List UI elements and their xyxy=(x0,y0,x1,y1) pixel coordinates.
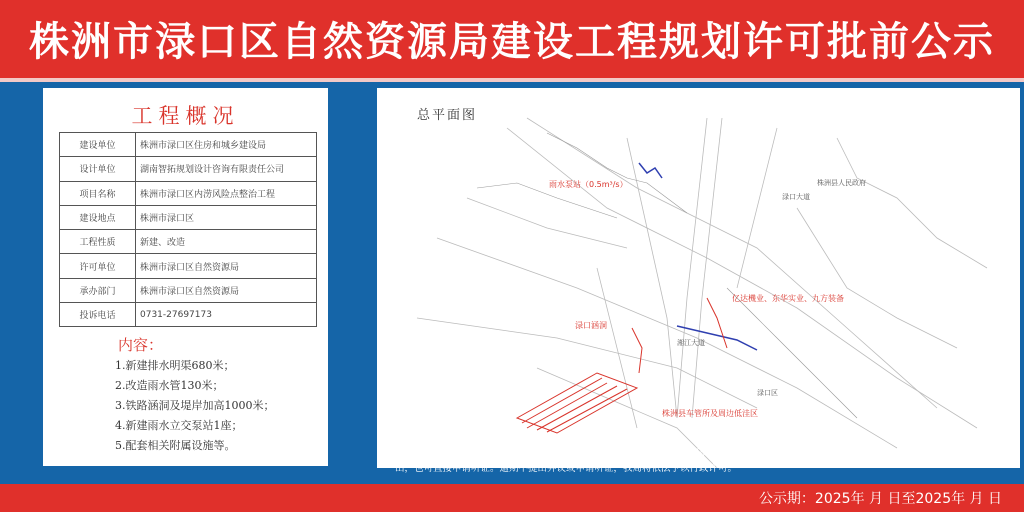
overview-key: 投诉电话 xyxy=(60,303,136,327)
road-line xyxy=(737,128,777,288)
overview-key: 许可单位 xyxy=(60,254,136,278)
overview-table xyxy=(59,132,317,327)
content-item: 3.铁路涵洞及堤岸加高1000米； xyxy=(115,399,275,412)
overview-key: 项目名称 xyxy=(60,181,136,205)
overview-row xyxy=(60,254,317,278)
overview-row xyxy=(60,133,317,157)
publicity-period: 公示期：2025年 月 日至2025年 月 日 xyxy=(758,491,1002,507)
content-item: 1.新建排水明渠680米； xyxy=(115,359,235,372)
road-line xyxy=(527,118,937,408)
culvert-label: 渌口涵洞 xyxy=(575,321,607,330)
river-line xyxy=(727,288,857,418)
overview-row xyxy=(60,278,317,302)
overview-key: 建设单位 xyxy=(60,133,136,157)
overview-value: 株洲市渌口区内涝风险点整治工程 xyxy=(136,181,317,205)
footer-banner xyxy=(0,484,1024,512)
overview-value: 湖南智拓规划设计咨询有限责任公司 xyxy=(136,157,317,181)
road-line xyxy=(507,128,977,428)
overview-value: 0731-27697173 xyxy=(136,303,317,327)
pump-station-line xyxy=(639,163,662,178)
road-line xyxy=(677,118,707,418)
road-label: 湘江大道 xyxy=(677,339,705,347)
content-item: 5.配套相关附属设施等。 xyxy=(115,439,236,452)
overview-row xyxy=(60,205,317,229)
overview-key: 工程性质 xyxy=(60,230,136,254)
header-banner xyxy=(0,0,1024,78)
pump-station-label: 雨水泵站（0.5m³/s） xyxy=(549,180,628,189)
companies-label: 亿达機业、东华实业、九方装备 xyxy=(732,294,844,303)
map-title: 总平面图 xyxy=(417,108,478,123)
project-area-outline xyxy=(632,328,642,373)
header-stripe xyxy=(0,78,1024,82)
overview-value: 株洲市渌口区自然资源局 xyxy=(136,278,317,302)
overview-panel xyxy=(43,88,328,466)
place-label: 株洲县人民政府 xyxy=(817,179,866,187)
road-line xyxy=(692,118,722,418)
content-list xyxy=(115,356,275,456)
overview-value: 株洲市渌口区 xyxy=(136,205,317,229)
overview-value: 新建、改造 xyxy=(136,230,317,254)
overview-key: 设计单位 xyxy=(60,157,136,181)
place-label: 渌口区 xyxy=(757,389,778,397)
road-line xyxy=(467,198,627,248)
overview-row xyxy=(60,230,317,254)
road-line xyxy=(597,268,637,428)
overview-row xyxy=(60,157,317,181)
site-plan-panel xyxy=(377,88,1020,468)
content-item: 2.改造雨水管130米； xyxy=(115,379,224,392)
content-item: 4.新建雨水立交泵站1座； xyxy=(115,419,243,432)
overview-key: 建设地点 xyxy=(60,205,136,229)
page-title: 株洲市渌口区自然资源局建设工程规划许可批前公示 xyxy=(29,18,995,65)
depot-label: 株洲县车管所及周边低洼区 xyxy=(662,409,758,418)
river-line xyxy=(547,133,687,213)
road-line xyxy=(797,208,957,348)
overview-title: 工程概况 xyxy=(131,104,240,128)
overview-key: 承办部门 xyxy=(60,278,136,302)
content-label: 内容： xyxy=(118,336,164,354)
overview-value: 株洲市渌口区自然资源局 xyxy=(136,254,317,278)
road-line xyxy=(837,138,987,268)
overview-value: 株洲市渌口区住房和城乡建设局 xyxy=(136,133,317,157)
road-label: 渌口大道 xyxy=(782,193,810,201)
overview-row xyxy=(60,303,317,327)
notice-text: 该工程建设项目工程规划控制要求等已经我局初步审核。现予公示。相邻单位及个人对上方案如有异议，请在7个工作日内向我局以书面形式提出，也可直接申请听证。逾期不提出异议或申请听证，我局将依法予以行政许可。 xyxy=(395,448,991,474)
overview-row xyxy=(60,181,317,205)
project-area-outline xyxy=(707,298,727,348)
